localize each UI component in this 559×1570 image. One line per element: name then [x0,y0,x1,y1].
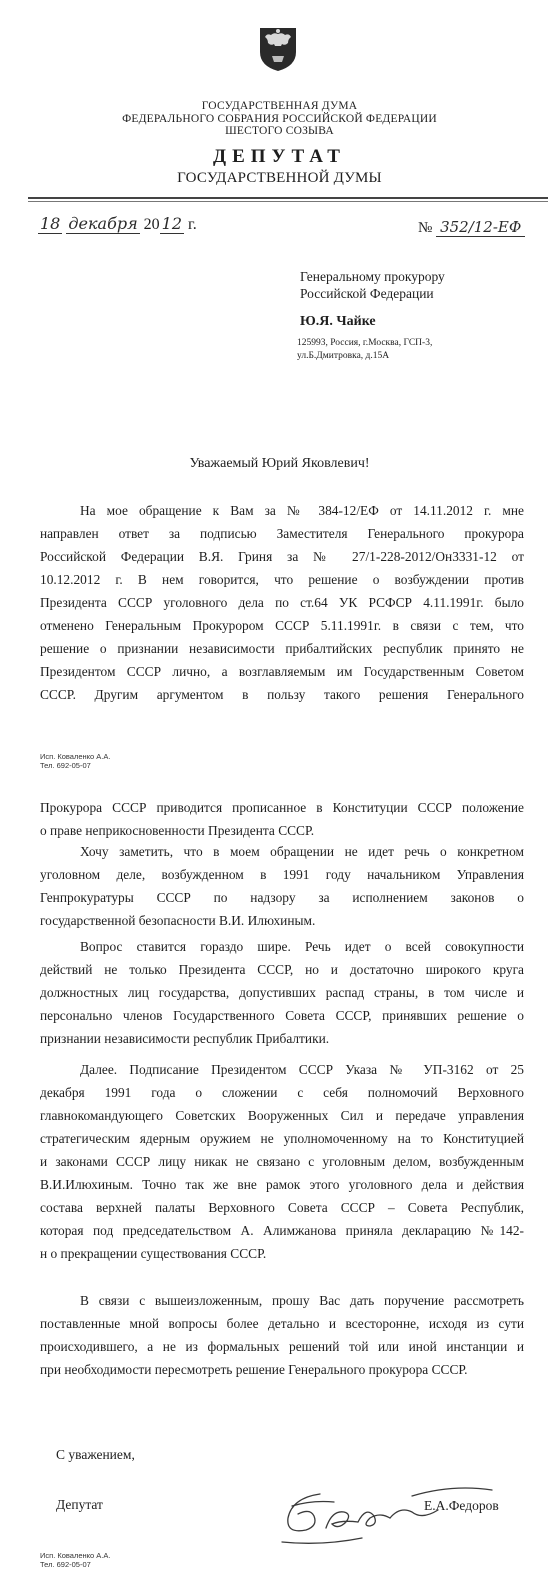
body-paragraph-1 [40,499,524,706]
body-line: направлен ответ за подписью Заместителя Генерального прокурора [40,526,524,541]
body-line: Прокурора СССР приводится прописанное в Конституции СССР положение [40,800,524,815]
letterhead-line-convocation: ШЕСТОГО СОЗЫВА [225,125,334,137]
body-line: Вопрос ставится гораздо шире. Речь идет о всей совокупности [80,939,524,954]
closing-signer: Е.А.Федоров [424,1498,499,1513]
body-line: На мое обращение к Вам за № 384-12/ЕФ от 14.11.2012 г. мне [80,503,524,518]
executor-name: Исп. Коваленко А.А. [40,1551,111,1560]
body-line: уголовном деле, возбужденном в 1991 году начальником Управления [40,867,524,882]
body-line: Президента СССР уголовного дела по ст.64 УК РСФСР 4.11.1991г. было [40,595,524,610]
number-value: 352/12-ЕФ [436,218,525,237]
number-prefix: № [418,220,433,236]
executor-note [40,752,110,770]
letterhead-subtitle: ГОСУДАРСТВЕННОЙ ДУМЫ [177,170,382,186]
letter-number [418,218,525,237]
body-line: о праве неприкосновенности Президента СССР. [40,823,315,838]
body-line: Президентом СССР лично, а возглавляемым им Государственным Советом [40,664,524,679]
greeting: Уважаемый Юрий Яковлевич! [189,456,370,471]
body-line: Хочу заметить, что в моем обращении не идет речь о конкретном [80,844,524,859]
letterhead-line-assembly: ФЕДЕРАЛЬНОГО СОБРАНИЯ РОССИЙСКОЙ ФЕДЕРАЦИИ [122,112,437,125]
body-paragraph-5 [40,1058,524,1265]
body-line: действий не только Президента СССР, но и достаточно широкого круга [40,962,524,977]
date-month: декабря [68,214,138,233]
body-line: решение о признании независимости прибалтийских республик принято не [40,641,524,656]
date-year-suffix: 12 [161,214,183,233]
body-line: декабря 1991 года о сложении с себя полномочий Верховного [40,1085,524,1100]
addressee-postal-line-2: ул.Б.Дмитровка, д.15А [297,351,390,361]
date-year-prefix: 20 [143,216,160,233]
letterhead-title: ДЕПУТАТ [213,146,346,167]
date-unit: г. [188,216,197,233]
executor-name: Исп. Коваленко А.А. [40,752,111,761]
executor-phone: Тел. 692-05-07 [40,761,91,770]
body-line: состава верхней палаты Верховного Совета СССР – Совета Республик, [40,1200,524,1215]
body-line: СССР. Другим аргументом в пользу такого решения Генерального [40,687,524,702]
closing-position: Депутат [56,1497,103,1512]
addressee-postal-line-1: 125993, Россия, г.Москва, ГСП-3, [297,338,433,348]
body-line: В.И.Илюхиным. Точно так же вне рамок этого уголовного дела и действия [40,1177,524,1192]
body-line: которая под председательством А. Алимжанова приняла декларацию №142- [40,1223,524,1238]
addressee-name: Ю.Я. Чайке [300,314,376,329]
body-line: при необходимости пересмотреть решение Генерального прокурора СССР. [40,1362,468,1377]
body-line: 10.12.2012 г. В нем говорится, что решение о возбуждении против [40,572,524,587]
body-line: отменено Генеральным Прокурором СССР 5.11.1991г. в связи с тем, что [40,618,524,633]
body-line: происходившего, а не из формальных решений той или иной инстанции и [40,1339,524,1354]
signature-icon [262,1476,502,1556]
letterhead-rule [28,197,548,199]
letterhead-rule-thin [28,201,548,202]
body-line: стратегическим ядерным оружием не уполномоченному на то Конституцией [40,1131,524,1146]
body-paragraph-2 [40,796,524,842]
addressee-block [300,268,445,302]
executor-phone: Тел. 692-05-07 [40,1560,91,1569]
letterhead-block [0,100,559,138]
body-line: государственной безопасности В.И. Илюхиным. [40,913,316,928]
body-line: В связи с вышеизложенным, прошу Вас дать поручение рассмотреть [80,1293,524,1308]
body-line: главнокомандующего Советских Вооруженных Сил и передаче управления [40,1108,524,1123]
body-line: признании независимости республик Прибалтики. [40,1031,330,1046]
letter-date [38,214,197,234]
addressee-line-2: Российской Федерации [300,286,434,301]
body-line: Далее. Подписание Президентом СССР Указа № УП-3162 от 25 [80,1062,524,1077]
body-line: персонально членов Государственного Совета СССР, принявших решение о [40,1008,524,1023]
closing-regards: С уважением, [56,1447,135,1462]
executor-note-bottom [40,1551,110,1569]
body-line: должностных лиц государства, допустивших распад страны, в том числе и [40,985,524,1000]
addressee-postal [297,337,432,363]
body-line: Генпрокуратуры СССР по надзору за исполнением законов о [40,890,524,905]
state-emblem-icon [256,22,300,72]
body-line: н о прекращении существования СССР. [40,1246,267,1261]
body-paragraph-6 [40,1289,524,1381]
body-line: Российской Федерации В.Я. Гриня за № 27/1-228-2012/Он3331-12 от [40,549,524,564]
body-paragraph-3 [40,840,524,932]
body-line: поставленные мной вопросы более детально и всесторонне, исходя из сути [40,1316,524,1331]
body-paragraph-4 [40,935,524,1050]
date-day: 18 [40,214,61,233]
body-line: и законами СССР лицу никак не связано с уголовным делом, возбужденным [40,1154,524,1169]
addressee-line-1: Генеральному прокурору [300,269,445,284]
letterhead-line-duma: ГОСУДАРСТВЕННАЯ ДУМА [201,100,358,112]
